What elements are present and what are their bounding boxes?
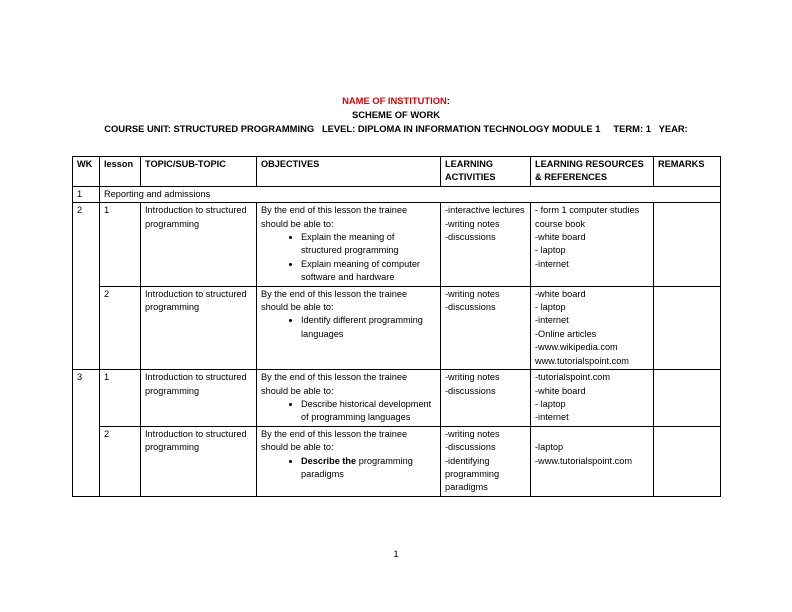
- resource-item: -white board: [535, 288, 586, 299]
- topic-cell: Introduction to structured programming: [141, 286, 257, 369]
- activity-item: -discussions: [445, 442, 496, 453]
- lesson-cell: 2: [100, 286, 141, 369]
- col-header-resources: LEARNING RESOURCES & REFERENCES: [531, 157, 654, 187]
- remarks-cell: [654, 286, 721, 369]
- objectives-intro: By the end of this lesson the trainee should be able to:: [261, 205, 408, 229]
- institution-label: NAME OF INSTITUTION: [342, 95, 447, 106]
- activity-item: -discussions: [445, 385, 496, 396]
- table-row: [73, 203, 721, 286]
- activity-item: -writing notes: [445, 218, 500, 229]
- resource-item: -internet: [535, 258, 569, 269]
- objectives-cell: [257, 426, 441, 496]
- objectives-intro: By the end of this lesson the trainee should be able to:: [261, 372, 408, 396]
- resources-cell: [531, 370, 654, 427]
- resource-item: - form 1 computer studies course book: [535, 205, 640, 229]
- remarks-cell: [654, 426, 721, 496]
- resources-cell: [531, 426, 654, 496]
- col-header-topic: TOPIC/SUB-TOPIC: [141, 157, 257, 187]
- col-header-lesson: lesson: [100, 157, 141, 187]
- activities-cell: [441, 370, 531, 427]
- col-header-activities: LEARNING ACTIVITIES: [441, 157, 531, 187]
- activity-item: -writing notes: [445, 288, 500, 299]
- week-cell: 2: [73, 203, 100, 370]
- document-header: [0, 94, 792, 136]
- week-cell: 3: [73, 370, 100, 497]
- topic-cell: Introduction to structured programming: [141, 426, 257, 496]
- resource-item: -internet: [535, 412, 569, 423]
- table-header-row: [73, 157, 721, 187]
- remarks-cell: [654, 203, 721, 286]
- course-line: COURSE UNIT: STRUCTURED PROGRAMMING LEVEL: DIPLOMA IN INFORMATION TECHNOLOGY MODULE 1 TERM: 1 YEAR:: [104, 123, 688, 134]
- table-row: [73, 186, 721, 202]
- objectives-intro: By the end of this lesson the trainee should be able to:: [261, 428, 408, 453]
- resource-item: - laptop: [535, 398, 566, 409]
- resources-cell: [531, 203, 654, 286]
- topic-cell: Introduction to structured programming: [141, 203, 257, 286]
- activity-item: -discussions: [445, 232, 496, 243]
- objective-item: [301, 455, 436, 482]
- reporting-cell: Reporting and admissions: [100, 186, 721, 202]
- resource-item: -white board: [535, 232, 586, 243]
- objectives-list: [261, 314, 436, 341]
- objectives-list: [261, 455, 436, 482]
- resource-item: - laptop: [535, 245, 566, 256]
- resource-item: -www.tutorialspoint.com: [535, 455, 633, 466]
- activity-item: -identifying programming paradigms: [445, 455, 500, 493]
- objective-rest-text: programming paradigms: [301, 455, 413, 479]
- resource-item: -laptop: [535, 442, 564, 453]
- objective-item: • Identify different programming languages: [301, 314, 436, 341]
- objective-item: • Explain the meaning of structured programming: [301, 231, 436, 258]
- col-header-wk: WK: [73, 157, 100, 187]
- objectives-cell: [257, 370, 441, 427]
- scheme-table: [72, 156, 721, 497]
- table-row: [73, 286, 721, 369]
- lesson-cell: 1: [100, 370, 141, 427]
- institution-line: [0, 94, 792, 108]
- activity-item: -writing notes: [445, 372, 500, 383]
- lesson-cell: 2: [100, 426, 141, 496]
- objectives-list: [261, 398, 436, 425]
- table-row: [73, 370, 721, 427]
- activities-cell: [441, 203, 531, 286]
- objective-bold-text: Describe the: [301, 455, 357, 466]
- table-row: [73, 426, 721, 496]
- resource-item: -www.wikipedia.com: [535, 342, 618, 353]
- activity-item: -writing notes: [445, 428, 500, 439]
- objectives-list: [261, 231, 436, 285]
- scheme-title: SCHEME OF WORK: [351, 109, 441, 120]
- objective-item: • Describe historical development of programming languages: [301, 398, 436, 425]
- col-header-objectives: OBJECTIVES: [257, 157, 441, 187]
- page-number: 1: [393, 549, 399, 560]
- activities-cell: [441, 426, 531, 496]
- resource-spacer: [535, 428, 649, 441]
- objectives-cell: [257, 203, 441, 286]
- objective-item: • Explain meaning of computer software and hardware: [301, 258, 436, 285]
- activity-item: -discussions: [445, 302, 496, 313]
- activity-item: -interactive lectures: [445, 205, 525, 216]
- remarks-cell: [654, 370, 721, 427]
- institution-colon: :: [446, 95, 450, 106]
- objectives-intro: By the end of this lesson the trainee should be able to:: [261, 288, 408, 313]
- resource-item: - laptop: [535, 302, 566, 313]
- objectives-cell: [257, 286, 441, 369]
- resource-item: www.tutorialspoint.com: [535, 355, 629, 366]
- resource-item: -white board: [535, 385, 586, 396]
- week-cell: 1: [73, 186, 100, 202]
- lesson-cell: 1: [100, 203, 141, 286]
- resource-item: -internet: [535, 315, 569, 326]
- resource-item: -tutorialspoint.com: [535, 372, 611, 383]
- resources-cell: [531, 286, 654, 369]
- resource-item: -Online articles: [535, 328, 597, 339]
- topic-cell: Introduction to structured programming: [141, 370, 257, 427]
- activities-cell: [441, 286, 531, 369]
- col-header-remarks: REMARKS: [654, 157, 721, 187]
